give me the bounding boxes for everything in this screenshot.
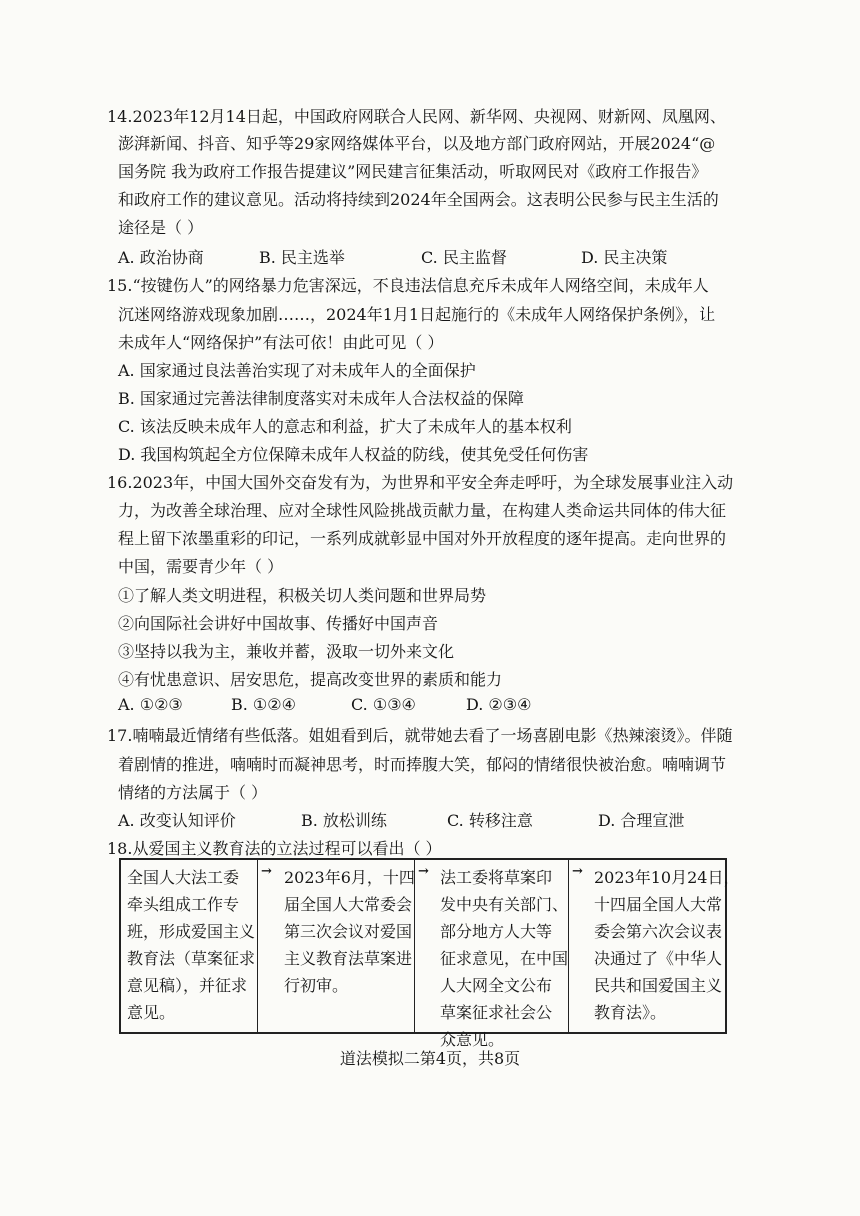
flow-step-4-line: 委会第六次会议表	[594, 922, 723, 941]
question-16-line-4: 中国，需要青少年（ ）	[118, 557, 284, 576]
flow-step-1-line: 班，形成爱国主义	[127, 922, 256, 941]
question-16-item-1: ①了解人类文明进程，积极关切人类问题和世界局势	[118, 586, 487, 605]
flow-arrow-3: →	[572, 864, 583, 879]
question-15-option-d: D. 我国构筑起全方位保障未成年人权益的防线，使其免受任何伤害	[118, 445, 589, 464]
question-16-item-3: ③坚持以我为主，兼收并蓄，汲取一切外来文化	[118, 642, 455, 661]
question-16-option-b: B. ①②④	[231, 695, 296, 714]
flow-step-3-line: 征求意见，在中国	[440, 949, 569, 968]
flow-step-3-line: 部分地方人大等	[440, 922, 553, 941]
question-14-option-b: B. 民主选举	[259, 248, 345, 267]
question-17-option-b: B. 放松训练	[301, 811, 387, 830]
question-15-option-a: A. 国家通过良法善治实现了对未成年人的全面保护	[118, 361, 476, 380]
flow-step-2-line: 届全国人大常委会	[284, 895, 413, 914]
question-14-option-a: A. 政治协商	[118, 248, 204, 267]
question-16-item-2: ②向国际社会讲好中国故事、传播好中国声音	[118, 614, 439, 633]
flow-step-2-line: 第三次会议对爱国	[284, 922, 413, 941]
legislative-process-flowchart	[119, 858, 740, 1049]
question-14-line-5: 途径是（ ）	[118, 218, 204, 237]
question-15-option-c: C. 该法反映未成年人的意志和利益，扩大了未成年人的基本权利	[118, 417, 572, 436]
flow-step-2-line: 主义教育法草案进	[284, 949, 413, 968]
question-18-stem: 18.从爱国主义教育法的立法过程可以看出（ ）	[107, 839, 442, 858]
question-15-line-1: 15.“按键伤人”的网络暴力危害深远，不良违法信息充斥未成年人网络空间，未成年人	[107, 276, 709, 295]
question-14-option-d: D. 民主决策	[581, 248, 668, 267]
question-15-option-b: B. 国家通过完善法律制度落实对未成年人合法权益的保障	[118, 389, 524, 408]
question-17-line-2: 着剧情的推进，喃喃时而凝神思考，时而捧腹大笑，郁闷的情绪很快被治愈。喃喃调节	[118, 755, 727, 774]
flow-step-4-line: 十四届全国人大常	[594, 895, 723, 914]
question-16-option-c: C. ①③④	[351, 695, 416, 714]
question-16-option-a: A. ①②③	[118, 695, 183, 714]
flow-step-3	[434, 860, 569, 1049]
question-16-line-1: 16.2023年，中国大国外交奋发有为，为世界和平安全奔走呼吁，为全球发展事业注入动	[107, 473, 734, 492]
flow-step-4-line: 2023年10月24日，	[594, 868, 740, 887]
question-15-line-3: 未成年人“网络保护”有法可依！由此可见（ ）	[118, 333, 444, 352]
flow-step-3-line: 草案征求社会公	[440, 1003, 553, 1022]
flow-step-4	[588, 860, 740, 1032]
flow-step-3-line: 人大网全文公布	[440, 976, 553, 995]
flow-step-3-line: 发中央有关部门、	[440, 895, 569, 914]
page-footer: 道法模拟二第4页，共8页	[339, 1049, 521, 1068]
question-17-line-1: 17.喃喃最近情绪有些低落。姐姐看到后，就带她去看了一场喜剧电影《热辣滚烫》。伴随	[107, 726, 733, 745]
flow-step-2-line: 2023年6月，十四	[284, 868, 415, 887]
flow-step-1-line: 意见。	[127, 1003, 176, 1022]
question-17-option-d: D. 合理宣泄	[598, 811, 685, 830]
flow-step-3-line: 法工委将草案印	[440, 868, 553, 887]
question-14-line-2: 澎湃新闻、抖音、知乎等29家网络媒体平台，以及地方部门政府网站，开展2024“@	[118, 134, 716, 153]
question-17-option-a: A. 改变认知评价	[118, 811, 236, 830]
flow-step-1-line: 教育法（草案征求	[127, 949, 256, 968]
question-17-option-c: C. 转移注意	[447, 811, 533, 830]
flow-step-2	[278, 860, 415, 1032]
question-17-line-3: 情绪的方法属于（ ）	[118, 783, 268, 802]
question-16-option-d: D. ②③④	[466, 695, 532, 714]
flow-step-1	[121, 860, 258, 1032]
question-15-line-2: 沉迷网络游戏现象加剧……，2024年1月1日起施行的《未成年人网络保护条例》，让	[118, 305, 716, 324]
flow-step-1-line: 全国人大法工委	[127, 868, 240, 887]
question-14-option-c: C. 民主监督	[421, 248, 507, 267]
question-16-line-3: 程上留下浓墨重彩的印记，一系列成就彰显中国对外开放程度的逐年提高。走向世界的	[118, 529, 727, 548]
flow-step-1-line: 意见稿），并征求	[127, 976, 248, 995]
question-14-line-3: 国务院 我为政府工作报告提建议”网民建言征集活动，听取网民对《政府工作报告》	[118, 162, 708, 181]
flow-step-1-line: 牵头组成工作专	[127, 895, 240, 914]
flow-step-2-line: 行初审。	[284, 976, 349, 995]
flow-step-4-line: 民共和国爱国主义	[594, 976, 723, 995]
question-16-item-4: ④有忧患意识、居安思危，提高改变世界的素质和能力	[118, 670, 503, 689]
flow-arrow-1: →	[261, 864, 272, 879]
question-14-line-1: 14.2023年12月14日起，中国政府网联合人民网、新华网、央视网、财新网、凤凰网、	[107, 107, 726, 126]
question-16-line-2: 力，为改善全球治理、应对全球性风险挑战贡献力量，在构建人类命运共同体的伟大征	[118, 501, 727, 520]
flow-step-4-line: 决通过了《中华人	[594, 949, 723, 968]
question-14-line-4: 和政府工作的建议意见。活动将持续到2024年全国两会。这表明公民参与民主生活的	[118, 190, 719, 209]
flow-arrow-2: →	[418, 864, 429, 879]
flow-step-3-line: 众意见。	[440, 1030, 505, 1049]
flow-step-4-line: 教育法》。	[594, 1003, 667, 1022]
